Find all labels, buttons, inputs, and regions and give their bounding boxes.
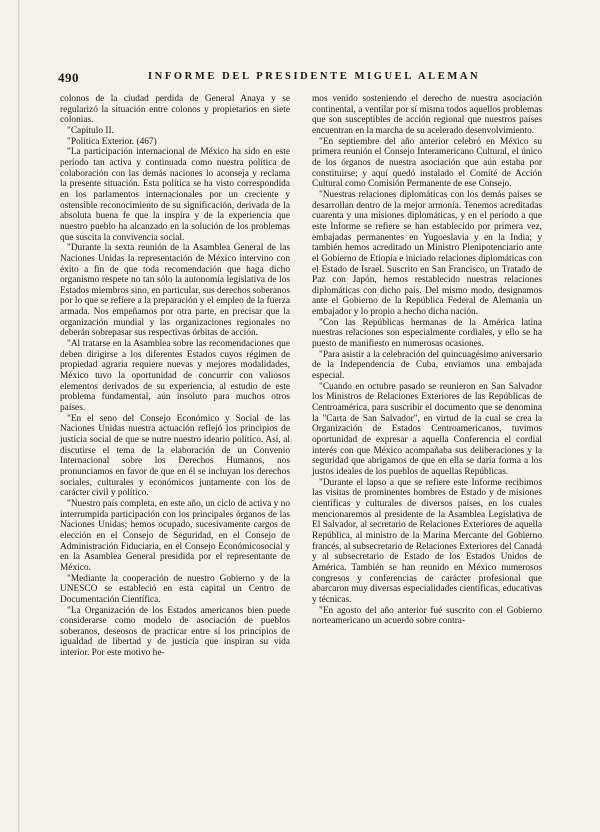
paragraph: "Durante la sexta reunión de la Asamblea General de las Naciones Unidas la representación de México intervino con éxito a fin de que toda recomendación que haga dicho organismo respete no tan sólo la autonomía legislativa de los Estados miembros sino, en particular, sus derechos soberanos por lo que se refiere a la preparación y el empleo de la fuerza armada. Nos empeñamos por otra parte, en precisar que la organización mundial y las organizaciones regionales no deberán sobrepasar sus respectivas órbitas de acción. — [60, 243, 290, 339]
paragraph: "Con las Repúblicas hermanas de la América latina nuestras relaciones son especialmente cordiales, y ello se ha puesto de manifiesto en numerosas ocasiones. — [312, 317, 542, 350]
paragraph: "Nuestras relaciones diplomáticas con los demás países se desarrollan dentro de la mejor armonía. Tenemos acreditadas cuarenta y una misiones diplomáticas, y en el período a que este Informe se refiere se han establecido por primera vez, embajadas permanentes en Yugoeslavia y en la India; y también hemos acreditado un Ministro Plenipotenciario ante el Gobierno de Etiopía e iniciado relaciones diplomáticas con el Estado de Israel. Suscrito en San Francisco, un Tratado de Paz con Japón, hemos restablecido nuestras relaciones diplomáticas con dicho país. Del mismo modo, designamos ante el Gobierno de la República Federal de Alemania un embajador y lo propio a hecho dicha nación. — [312, 189, 542, 318]
paragraph: "Cuando en octubre pasado se reunieron en San Salvador los Ministros de Relaciones Exteriores de las Repúblicas de Centroamérica, para suscribir el documento que se denomina la "Carta de San Salvador", en virtud de la cual se crea la Organización de Estados Centroamericanos, tuvimos oportunidad de expresar a aquella Conferencia el cordial interés con que México acompañaba sus deliberaciones y la seguridad que abrigamos de que en ella se daría forma a los justos ideales de los pueblos de aquellas Repúblicas. — [312, 381, 542, 477]
section-heading: "Política Exterior. (467) — [67, 136, 157, 147]
paragraph: "Al tratarse en la Asamblea sobre las recomendaciones que deben dirigirse a los diferentes Estados cuyos régimen de propiedad agraria requiere nuevas y mejores modalidades, México tuvo la oportunidad de concurrir con valiosos elementos derivados de su experiencia, al estudio de este problema fundamental, aún insoluto para muchos otros países. — [60, 339, 290, 414]
paragraph: mos venido sosteniendo el derecho de nuestra asociación continental, a ventilar por sí misma todos aquellos problemas que son susceptibles de acción regional que nuestros países encuentran en la marcha de su acelerado desenvolvimiento. — [312, 94, 542, 136]
page-header — [58, 70, 550, 88]
paragraph: "En agosto del año anterior fué suscrito con el Gobierno norteamericano un acuerdo sobre contra- — [312, 605, 542, 627]
running-head: INFORME DEL PRESIDENTE MIGUEL ALEMAN — [148, 71, 481, 82]
right-column — [312, 94, 542, 627]
paragraph: "Nuestro país completa, en este año, un ciclo de activa y no interrumpida participación con los principales órganos de las Naciones Unidas; hemos ocupado, sucesivamente cargos de elección en el Consejo de Seguridad, en el Consejo de Administración Fiduciaria, en el Consejo Económicosocial y en la Asamblea General presidida por el representante de México. — [60, 498, 290, 573]
paragraph: colonos de la ciudad perdida de General Anaya y se regularizó la situación entre colonos y propietarios en siete colonias. — [60, 94, 290, 126]
paragraph: "Durante el lapso a que se refiere este Informe recibimos las visitas de prominentes hombres de Estado y de misiones científicas y culturales de diversos países, en los cuales mencionaremos al presidente de la Asamblea Legislativa de El Salvador, al secretario de Relaciones Exteriores de aquella República, al ministro de la Marina Mercante del Gobierno francés, al subsecretario de Relaciones Exteriores del Canadá y al subsecretario de Estado de los Estados Unidos de América. También se han reunido en México numerosos congresos y conferencias de carácter profesional que abarcaron muy diversas especialidades científicas, educativas y técnicas. — [312, 477, 542, 605]
paragraph: "La participación internacional de México ha sido en este período tan activa y continuada como nuestra política de colaboración con las demás naciones lo aconseja y reclama la presente situación. Esta política se ha visto correspondida en los parlamentos internacionales por un creciente y ostensible reconocimiento de su significación, derivada de la absoluta buena fe que la inspira y de la experiencia que nuestro pueblo ha alcanzado en la solución de los problemas que suscita la convivencia social. — [60, 147, 290, 243]
paragraph: "Para asistir a la celebración del quincuagésimo aniversario de la Independencia de Cuba, enviamos una embajada especial. — [312, 349, 542, 382]
left-column — [60, 94, 290, 659]
page-number: 490 — [58, 70, 79, 85]
paragraph: "En septiembre del año anterior celebró en México su primera reunión el Consejo Interamericano Cultural, el único de los órganos de nuestra asociación que aún estaba por constituirse; y aquí quedó instalado el Comité de Acción Cultural como Comisión Permanente de ese Consejo. — [312, 136, 542, 190]
paragraph: "En el seno del Consejo Económico y Social de las Naciones Unidas nuestra actuación reflejó los principios de justicia social de que se nutre nuestro ideario político. Así, al discutirse el tema de la elaboración de un Convenio Internacional sobre los Derechos Humanos, nos pronunciamos en favor de que en él se incluyan los derechos sociales, culturales y económicos juntamente con los de carácter civil y político. — [60, 413, 290, 499]
chapter-heading: "Capítulo II. — [67, 125, 114, 136]
paragraph: "Mediante la cooperación de nuestro Gobierno y de la UNESCO se estableció en esta capital un Centro de Documentación Científica. — [60, 573, 290, 605]
paragraph: "La Organización de los Estados americanos bien puede considerarse como modelo de asociación de pueblos soberanos, deseosos de practicar entre sí los principios de igualdad de libertad y de justicia que inspiran su vida interior. Por este motivo he- — [60, 605, 290, 659]
page-edge — [18, 0, 20, 832]
